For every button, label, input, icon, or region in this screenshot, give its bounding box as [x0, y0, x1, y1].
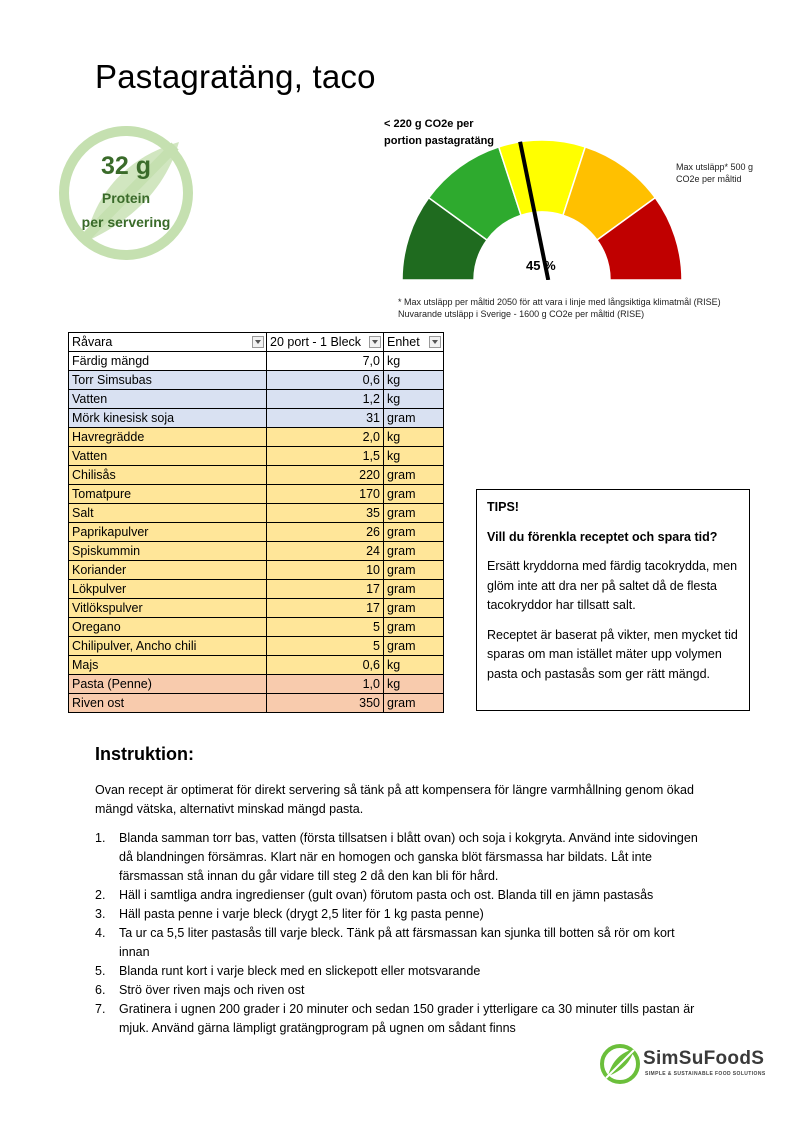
table-row: [69, 523, 444, 542]
ingredient-name: Mörk kinesisk soja: [69, 409, 267, 428]
step-text: Blanda runt kort i varje bleck med en slickepott eller motsvarande: [119, 964, 481, 978]
header-unit-label: Enhet: [387, 335, 420, 349]
ingredient-name: Riven ost: [69, 694, 267, 713]
step-number: 6.: [95, 983, 106, 997]
instructions-intro: Ovan recept är optimerat för direkt servering så tänk på att kompensera för längre varmhållning genom ökad mängd vätska, alternativt minskad mängd pasta.: [95, 783, 694, 816]
gauge-label: < 220 g CO2e per portion pastagratäng: [384, 118, 495, 147]
ingredient-amount: 170: [267, 485, 384, 504]
instruction-step: [95, 924, 705, 962]
ingredient-name: Torr Simsubas: [69, 371, 267, 390]
protein-sublabel: per servering: [81, 214, 171, 230]
ingredient-unit: gram: [384, 409, 444, 428]
ingredient-name: Spiskummin: [69, 542, 267, 561]
table-row: [69, 390, 444, 409]
table-row: [69, 409, 444, 428]
ingredient-amount: 24: [267, 542, 384, 561]
table-row: [69, 618, 444, 637]
ingredient-name: Tomatpure: [69, 485, 267, 504]
table-row: [69, 447, 444, 466]
ingredient-unit: kg: [384, 352, 444, 371]
header-ravara-label: Råvara: [72, 335, 113, 349]
step-text: Häll pasta penne i varje bleck (drygt 2,5 liter för 1 kg pasta penne): [119, 907, 484, 921]
ingredient-unit: gram: [384, 618, 444, 637]
instruction-step: [95, 962, 705, 981]
ingredient-unit: gram: [384, 637, 444, 656]
ingredient-unit: gram: [384, 523, 444, 542]
ingredient-amount: 10: [267, 561, 384, 580]
ingredient-unit: kg: [384, 447, 444, 466]
ingredient-amount: 0,6: [267, 371, 384, 390]
table-row: [69, 542, 444, 561]
gauge-footnote: [398, 296, 768, 320]
ingredient-name: Vatten: [69, 447, 267, 466]
tips-title: TIPS!: [487, 500, 519, 514]
ingredient-name: Oregano: [69, 618, 267, 637]
ingredient-amount: 1,0: [267, 675, 384, 694]
tips-question: Vill du förenkla receptet och spara tid?: [487, 529, 718, 544]
step-number: 3.: [95, 907, 106, 921]
page-title: Pastagratäng, taco: [95, 58, 376, 95]
ingredient-unit: gram: [384, 694, 444, 713]
step-number: 2.: [95, 888, 106, 902]
step-text: Strö över riven majs och riven ost: [119, 983, 305, 997]
filter-dropdown-icon[interactable]: [369, 336, 381, 348]
ingredient-name: Chilisås: [69, 466, 267, 485]
protein-badge: [57, 124, 195, 262]
ingredient-unit: kg: [384, 371, 444, 390]
ingredient-table: [68, 332, 444, 713]
gauge-max-label: Max utsläpp* 500 g CO2e per måltid: [676, 162, 754, 184]
ingredient-amount: 31: [267, 409, 384, 428]
ingredient-name: Havregrädde: [69, 428, 267, 447]
table-header-row: [69, 333, 444, 352]
gauge-footnote-2: Nuvarande utsläpp i Sverige - 1600 g CO2e per måltid (RISE): [398, 309, 645, 319]
header-amount-label: 20 port - 1 Bleck: [270, 335, 362, 349]
filter-dropdown-icon[interactable]: [252, 336, 264, 348]
gauge-percent: 45 %: [526, 258, 556, 273]
tips-paragraph-1: Ersätt kryddorna med färdig tacokrydda, men glöm inte att dra ner på saltet då de flesta tacokryddor har tillsatt salt.: [487, 559, 738, 612]
table-row: [69, 694, 444, 713]
table-row: [69, 580, 444, 599]
step-text: Häll i samtliga andra ingredienser (gult ovan) förutom pasta och ost. Blanda till en jämn pastasås: [119, 888, 654, 902]
step-text: Gratinera i ugnen 200 grader i 20 minuter och sedan 150 grader i ytterligare ca 30 minuter tills pastan är mjuk. Använd gärna lämpligt gratängprogram på ugnen om sådant finns: [119, 1002, 695, 1035]
instruction-step: [95, 829, 705, 886]
ingredient-name: Färdig mängd: [69, 352, 267, 371]
ingredient-unit: gram: [384, 504, 444, 523]
header-unit[interactable]: [384, 333, 444, 352]
ingredient-name: Koriander: [69, 561, 267, 580]
ingredient-amount: 2,0: [267, 428, 384, 447]
ingredient-name: Pasta (Penne): [69, 675, 267, 694]
ingredient-amount: 0,6: [267, 656, 384, 675]
ingredient-amount: 17: [267, 580, 384, 599]
ingredient-amount: 350: [267, 694, 384, 713]
instruction-step: [95, 1000, 705, 1038]
ingredient-amount: 17: [267, 599, 384, 618]
ingredient-unit: gram: [384, 599, 444, 618]
ingredient-amount: 1,5: [267, 447, 384, 466]
step-text: Blanda samman torr bas, vatten (första tillsatsen i blått ovan) och soja i kokgryta. Använd inte sidovingen då blandningen försämras. Klart när en homogen och ganska blöt färsmassa har bildats. Låt inte färsmassan stå innan du går vidare till steg 2 då den kan bli för hård.: [119, 831, 698, 883]
header-amount[interactable]: [267, 333, 384, 352]
table-row: [69, 371, 444, 390]
ingredient-name: Vitlökspulver: [69, 599, 267, 618]
instruction-steps: [95, 829, 705, 1038]
ingredient-unit: kg: [384, 390, 444, 409]
ingredient-unit: gram: [384, 466, 444, 485]
table-row: [69, 428, 444, 447]
gauge-footnote-1: * Max utsläpp per måltid 2050 för att vara i linje med långsiktiga klimatmål (RISE): [398, 297, 721, 307]
tips-box: [476, 489, 750, 711]
ingredient-name: Paprikapulver: [69, 523, 267, 542]
ingredient-amount: 5: [267, 637, 384, 656]
ingredient-name: Majs: [69, 656, 267, 675]
ingredient-amount: 1,2: [267, 390, 384, 409]
table-row: [69, 485, 444, 504]
table-row: [69, 466, 444, 485]
step-number: 7.: [95, 1002, 106, 1016]
header-ravara[interactable]: [69, 333, 267, 352]
ingredient-unit: gram: [384, 542, 444, 561]
ingredient-unit: gram: [384, 580, 444, 599]
ingredient-amount: 7,0: [267, 352, 384, 371]
step-number: 4.: [95, 926, 106, 940]
instruction-step: [95, 886, 705, 905]
tips-paragraph-2: Receptet är baserat på vikter, men mycket tid sparas om man istället mäter upp volymen pasta och pastasås som ger rätt mängd.: [487, 627, 738, 681]
ingredient-amount: 5: [267, 618, 384, 637]
ingredient-unit: kg: [384, 656, 444, 675]
ingredient-unit: gram: [384, 561, 444, 580]
table-row: [69, 599, 444, 618]
ingredient-name: Lökpulver: [69, 580, 267, 599]
table-row: [69, 656, 444, 675]
ingredient-amount: 220: [267, 466, 384, 485]
instruction-step: [95, 981, 705, 1000]
ingredient-amount: 35: [267, 504, 384, 523]
ingredient-amount: 26: [267, 523, 384, 542]
protein-grams: 32 g: [100, 152, 152, 180]
table-row: [69, 637, 444, 656]
ingredient-unit: kg: [384, 428, 444, 447]
ingredient-name: Salt: [69, 504, 267, 523]
logo-tagline: SIMPLE & SUSTAINABLE FOOD SOLUTIONS: [645, 1071, 766, 1077]
table-row: [69, 675, 444, 694]
ingredient-name: Chilipulver, Ancho chili: [69, 637, 267, 656]
instruction-step: [95, 905, 705, 924]
filter-dropdown-icon[interactable]: [429, 336, 441, 348]
logo-name: SimSuFoodS: [643, 1048, 765, 1069]
ingredient-name: Vatten: [69, 390, 267, 409]
ingredient-unit: kg: [384, 675, 444, 694]
step-number: 1.: [95, 831, 106, 845]
ingredient-unit: gram: [384, 485, 444, 504]
table-row: [69, 561, 444, 580]
step-text: Ta ur ca 5,5 liter pastasås till varje bleck. Tänk på att färsmassan kan sjunka till botten så rör om kort innan: [119, 926, 675, 959]
step-number: 5.: [95, 964, 106, 978]
table-row: [69, 504, 444, 523]
table-row: [69, 352, 444, 371]
protein-label: Protein: [101, 190, 151, 206]
instructions-heading: Instruktion:: [95, 744, 194, 764]
